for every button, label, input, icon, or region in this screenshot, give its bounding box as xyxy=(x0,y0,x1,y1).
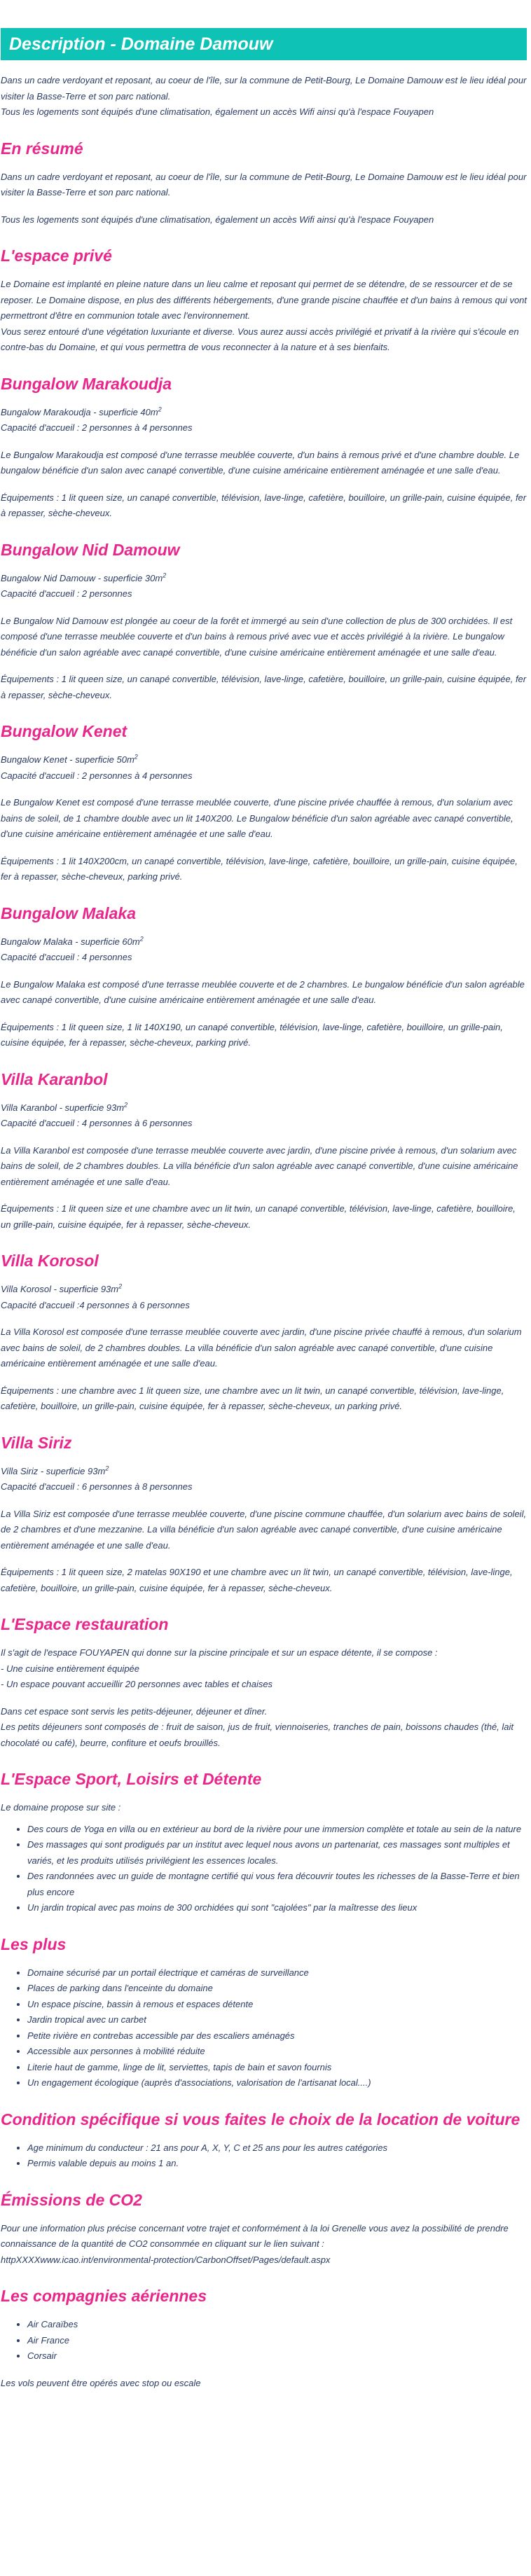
accommodation-info xyxy=(1,752,527,784)
accommodation-surface: Villa Korosol - superficie 93m xyxy=(1,1284,119,1294)
condition-list xyxy=(1,2140,527,2172)
page-title: Description - Domaine Damouw xyxy=(1,28,527,60)
accommodation-description: Le Bungalow Malaka est composé d'une terrasse meublée couverte et de 2 chambres. Le bungalow bénéficie d'un salon agréable avec canapé convertible, d'une cuisine américaine entièrement aménagée et une salle d'eau. xyxy=(1,978,525,1005)
accommodation-surface: Bungalow Malaka - superficie 60m xyxy=(1,936,140,947)
resume-paragraph-1: Dans un cadre verdoyant et reposant, au coeur de l'île, sur la commune de Petit-Bourg, Le Domaine Damouw est le lieu idéal pour visiter la Basse-Terre et son parc national. xyxy=(1,171,527,198)
superscript-two: 2 xyxy=(139,935,144,943)
accommodation-capacity: Capacité d'accueil : 4 personnes à 6 personnes xyxy=(1,1118,193,1128)
section-heading-restauration: L'Espace restauration xyxy=(1,1615,169,1633)
accommodation-info xyxy=(1,934,527,966)
section-heading-resume: En résumé xyxy=(1,139,83,158)
superscript-two: 2 xyxy=(134,753,138,761)
accommodation-info xyxy=(1,571,527,602)
superscript-two: 2 xyxy=(163,572,167,579)
accommodation-heading: Villa Korosol xyxy=(1,1252,99,1270)
intro-text-2: Tous les logements sont équipés d'une climatisation, également un accès Wifi ainsi qu'à l'espace Fouyapen xyxy=(1,106,434,117)
resume-paragraph-2: Tous les logements sont équipés d'une climatisation, également un accès Wifi ainsi qu'à l'espace Fouyapen xyxy=(1,214,434,225)
intro-text-1: Dans un cadre verdoyant et reposant, au coeur de l'île, sur la commune de Petit-Bourg, Le Domaine Damouw est le lieu idéal pour visiter la Basse-Terre et son parc national. xyxy=(1,75,527,102)
accommodation-equipment: Équipements : 1 lit queen size et une chambre avec un lit twin, un canapé convertible, télévision, lave-linge, cafetière, bouilloire, un grille-pain, cuisine équipée, fer à repasser, sèche-cheveux. xyxy=(1,1203,516,1230)
espace-prive-text-1: Le Domaine est implanté en pleine nature dans un lieu calme et reposant qui permet de se détendre, de se ressourcer et de se reposer. Le Domaine dispose, en plus des différents hébergements, d'une grande piscine chauffée et d'un bains à remous qui vont permettront d'être en communion totale avec l'environnement. xyxy=(1,279,527,321)
accommodation-description: Le Bungalow Nid Damouw est plongée au coeur de la forêt et immergé au sein d'une collection de plus de 300 orchidées. Il est composé d'une terrasse meublée couverte et d'un bains à remous privé avec vue et accès privilégié à la rivière. Le bungalow bénéficie d'un salon agréable avec canapé convertible, d'une cuisine américaine entièrement aménagée et une salle d'eau. xyxy=(1,615,513,658)
list-item: • Un jardin tropical avec pas moins de 300 orchidées qui sont "cajolées" par la maîtresse des lieux xyxy=(27,1900,527,1916)
espace-prive-text-2: Vous serez entouré d'une végétation luxuriante et diverse. Vous aurez aussi accès privilégié et privatif à la rivière qui s'écoule en contre-bas du Domaine, et qui vous permettra de vous reconnecter à la nature et à ses bienfaits. xyxy=(1,326,519,352)
list-item: • Des randonnées avec un guide de montagne certifié qui vous fera découvrir toutes les richesses de la Basse-Terre et bien plus encore xyxy=(27,1869,527,1900)
accommodation-description: Le Bungalow Kenet est composé d'une terrasse meublée couverte, d'une piscine privée chauffée à remous, d'un solarium avec bains de soleil, de 1 chambre double avec un lit 140X200. Le Bungalow bénéficie d'un salon agréable avec canapé convertible, d'une cuisine américaine entièrement aménagée et une salle d'eau. xyxy=(1,797,513,839)
section-heading-condition: Condition spécifique si vous faites le choix de la location de voiture xyxy=(1,2110,520,2128)
accommodation-info xyxy=(1,1100,527,1132)
list-item: • Literie haut de gamme, linge de lit, serviettes, tapis de bain et savon fournis xyxy=(27,2060,527,2076)
list-item: • Accessible aux personnes à mobilité réduite xyxy=(27,2044,527,2060)
airlines-footer: Les vols peuvent être opérés avec stop ou escale xyxy=(1,2377,201,2388)
accommodation-heading: Villa Siriz xyxy=(1,1433,72,1452)
co2-text: Pour une information plus précise concernant votre trajet et conformément à la loi Grenelle vous avez la possibilité de prendre connaissance de la quantité de CO2 consommée en cliquant sur le lien suivant : xyxy=(1,2222,509,2249)
accommodation-surface: Bungalow Nid Damouw - superficie 30m xyxy=(1,572,163,583)
list-item: • Un engagement écologique (auprès d'associations, valorisation de l'artisanat local....) xyxy=(27,2075,527,2091)
section-heading-airlines: Les compagnies aériennes xyxy=(1,2287,207,2305)
accommodation-equipment: Équipements : 1 lit queen size, un canapé convertible, télévision, lave-linge, cafetière, bouilloire, un grille-pain, cuisine équipée, fer à repasser, sèche-cheveux. xyxy=(1,492,527,518)
list-item: • Age minimum du conducteur : 21 ans pour A, X, Y, C et 25 ans pour les autres catégories xyxy=(27,2140,527,2156)
accommodation-capacity: Capacité d'accueil : 2 personnes xyxy=(1,588,132,599)
superscript-two: 2 xyxy=(158,406,162,413)
accommodation-description: Le Bungalow Marakoudja est composé d'une terrasse meublée couverte, d'un bains à remous privé et d'une chambre double. Le bungalow bénéficie d'un salon avec canapé convertible, d'une cuisine américaine entièrement aménagée et une salle d'eau. xyxy=(1,449,520,476)
sport-intro: Le domaine propose sur site : xyxy=(1,1802,121,1813)
accommodation-heading: Bungalow Malaka xyxy=(1,903,136,922)
accommodation-surface: Bungalow Kenet - superficie 50m xyxy=(1,754,135,765)
accommodation-heading: Bungalow Kenet xyxy=(1,722,127,740)
list-item: • Corsair xyxy=(27,2348,527,2364)
list-item: • Air Caraïbes xyxy=(27,2317,527,2333)
list-item: • Places de parking dans l'enceinte du domaine xyxy=(27,1981,527,1997)
accommodation-info xyxy=(1,405,527,436)
list-item: • Jardin tropical avec un carbet xyxy=(27,2012,527,2028)
list-item: • Air France xyxy=(27,2333,527,2349)
accommodation-capacity: Capacité d'accueil : 2 personnes à 4 personnes xyxy=(1,770,193,781)
restauration-line-1: Il s'agit de l'espace FOUYAPEN qui donne sur la piscine principale et sur un espace détente, il se compose : xyxy=(1,1647,438,1658)
superscript-two: 2 xyxy=(118,1282,123,1290)
accommodation-heading: Bungalow Marakoudja xyxy=(1,374,172,393)
section-heading-plus: Les plus xyxy=(1,1934,67,1953)
accommodation-equipment: Équipements : une chambre avec 1 lit queen size, une chambre avec un lit twin, un canapé convertible, télévision, lave-linge, cafetière, bouilloire, un grille-pain, cuisine équipée, fer à repasser, sèche-cheveux, un parking privé. xyxy=(1,1385,504,1411)
restauration-paragraph-2 xyxy=(1,1704,527,1752)
accommodation-capacity: Capacité d'accueil : 6 personnes à 8 personnes xyxy=(1,1481,193,1492)
sport-list xyxy=(1,1822,527,1916)
section-heading-sport: L'Espace Sport, Loisirs et Détente xyxy=(1,1770,262,1788)
accommodation-surface: Bungalow Marakoudja - superficie 40m xyxy=(1,406,158,417)
accommodation-capacity: Capacité d'accueil : 4 personnes xyxy=(1,952,132,962)
accommodation-description: La Villa Korosol est composée d'une terrasse meublée couverte avec jardin, d'une piscine privée chauffé à remous, d'un solarium avec bains de soleil, de 2 chambres doubles. La villa bénéficie d'un salon agréable avec canapé convertible, d'une cuisine américaine entièrement aménagée et une salle d'eau. xyxy=(1,1327,522,1369)
restauration-line-2: - Une cuisine entièrement équipée xyxy=(1,1663,140,1674)
accommodation-surface: Villa Karanbol - superficie 93m xyxy=(1,1102,125,1113)
accommodation-equipment: Équipements : 1 lit queen size, 1 lit 140X190, un canapé convertible, télévision, lave-linge, cafetière, bouilloire, un grille-pain, cuisine équipée, fer à repasser, sèche-cheveux, parking privé. xyxy=(1,1021,503,1048)
co2-link[interactable]: httpXXXXwww.icao.int/environmental-protection/CarbonOffset/Pages/default.aspx xyxy=(1,2254,331,2265)
accommodation-info xyxy=(1,1282,527,1313)
accommodation-description: La Villa Karanbol est composée d'une terrasse meublée couverte avec jardin, d'une piscine privée à remous, d'un solarium avec bains de soleil, de 2 chambres doubles. La villa bénéficie d'un salon agréable avec canapé convertible, d'une cuisine américaine entièrement aménagée et une salle d'eau. xyxy=(1,1144,518,1187)
list-item: • Un espace piscine, bassin à remous et espaces détente xyxy=(27,1997,527,2013)
accommodation-equipment: Équipements : 1 lit queen size, 2 matelas 90X190 et une chambre avec un lit twin, un canapé convertible, télévision, lave-linge, cafetière, bouilloire, un grille-pain, cuisine équipée, fer à repasser, sèche-cheveux. xyxy=(1,1567,513,1593)
accommodation-heading: Bungalow Nid Damouw xyxy=(1,540,180,559)
accommodation-equipment: Équipements : 1 lit 140X200cm, un canapé convertible, télévision, lave-linge, cafetière, bouilloire, un grille-pain, cuisine équipée, fer à repasser, sèche-cheveux, parking privé. xyxy=(1,855,518,882)
list-item: • Permis valable depuis au moins 1 an. xyxy=(27,2156,527,2172)
espace-prive-paragraph xyxy=(1,277,527,356)
accommodation-capacity: Capacité d'accueil : 2 personnes à 4 personnes xyxy=(1,422,193,433)
section-heading-co2: Émissions de CO2 xyxy=(1,2190,142,2209)
superscript-two: 2 xyxy=(105,1464,109,1472)
accommodation-description: La Villa Siriz est composée d'une terrasse meublée couverte, d'une piscine commune chauffée, d'un solarium avec bains de soleil, de 2 chambres et d'une mezzanine. La villa bénéficie d'un salon agréable avec canapé convertible, d'une cuisine américaine entièrement aménagée et une salle d'eau. xyxy=(1,1508,527,1551)
accommodation-heading: Villa Karanbol xyxy=(1,1069,108,1088)
restauration-meals: Dans cet espace sont servis les petits-déjeuner, déjeuner et dîner. xyxy=(1,1705,268,1717)
section-heading-espace-prive: L'espace privé xyxy=(1,247,112,265)
list-item: • Des cours de Yoga en villa ou en extérieur au bord de la rivière pour une immersion complète et totale au sein de la nature xyxy=(27,1822,527,1838)
restauration-paragraph-1 xyxy=(1,1645,527,1693)
accommodation-equipment: Équipements : 1 lit queen size, un canapé convertible, télévision, lave-linge, cafetière, bouilloire, un grille-pain, cuisine équipée, fer à repasser, sèche-cheveux. xyxy=(1,674,527,700)
accommodation-capacity: Capacité d'accueil :4 personnes à 6 personnes xyxy=(1,1299,190,1310)
restauration-line-3: - Un espace pouvant accueillir 20 personnes avec tables et chaises xyxy=(1,1679,273,1689)
superscript-two: 2 xyxy=(124,1101,128,1109)
co2-paragraph xyxy=(1,2221,527,2269)
plus-list xyxy=(1,1965,527,2091)
list-item: • Des massages qui sont prodigués par un institut avec lequel nous avons un partenariat, ces massages sont multiples et variés, et les produits utilisés privilégient les essences locales. xyxy=(27,1837,527,1869)
accommodation-info xyxy=(1,1464,527,1495)
airlines-list xyxy=(1,2317,527,2364)
accommodation-list xyxy=(1,374,527,1597)
restauration-breakfast: Les petits déjeuners sont composés de : fruit de saison, jus de fruit, viennoiseries, tranches de pain, boissons chaudes (thé, lait chocolaté ou café), beurre, confiture et oeufs brouillés. xyxy=(1,1722,514,1748)
accommodation-surface: Villa Siriz - superficie 93m xyxy=(1,1465,106,1476)
list-item: • Domaine sécurisé par un portail électrique et caméras de surveillance xyxy=(27,1965,527,1981)
list-item: • Petite rivière en contrebas accessible par des escaliers aménagés xyxy=(27,2028,527,2044)
intro-paragraph xyxy=(1,73,527,120)
